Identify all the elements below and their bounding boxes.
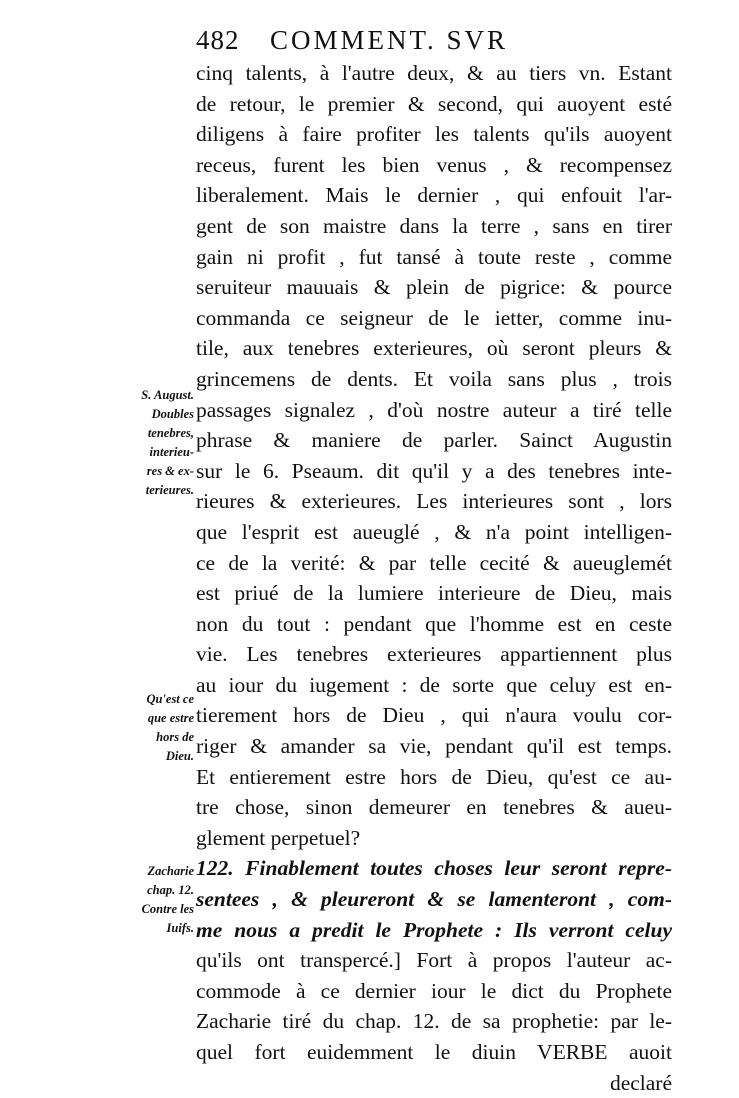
- margin-note-line: interieu-: [149, 445, 194, 459]
- text-line: tile, aux tenebres exterieures, où seront pleurs &: [196, 336, 672, 361]
- margin-note-line: Zacharie: [147, 864, 194, 878]
- margin-note-zacharie: [112, 862, 194, 938]
- text-line: non du tout : pendant que l'homme est en ceste: [196, 611, 672, 636]
- text-line: diligens à faire profiter les talents qu'ils auoyent: [196, 122, 672, 147]
- text-line-italic: me nous a predit le Prophete : Ils verront celuy: [196, 917, 672, 942]
- margin-note-line: Contre les: [141, 902, 194, 916]
- margin-note-line: res & ex-: [146, 464, 194, 478]
- text-line: passages signalez , d'où nostre auteur a tiré telle: [196, 397, 672, 422]
- text-line: cinq talents, à l'autre deux, & au tiers vn. Estant: [196, 61, 672, 85]
- text-line: glement perpetuel?: [196, 825, 361, 850]
- text-line: qu'ils ont transpercé.] Fort à propos l'auteur ac-: [196, 948, 672, 973]
- margin-note-hors-de-dieu: [112, 690, 194, 766]
- body-text: [196, 58, 672, 1098]
- text-line: commode à ce dernier iour le dict du Prophete: [196, 978, 672, 1003]
- margin-note-line: Iuifs.: [166, 921, 194, 935]
- margin-note-line: Doubles: [151, 407, 194, 421]
- text-line: Zacharie tiré du chap. 12. de sa prophetie: par le-: [196, 1009, 672, 1034]
- text-line: au iour du iugement : de sorte que celuy est en-: [196, 672, 672, 697]
- text-line: Et entierement estre hors de Dieu, qu'est ce au-: [196, 764, 672, 789]
- text-line: grincemens de dents. Et voila sans plus , trois: [196, 366, 672, 391]
- text-line: que l'esprit est aueuglé , & n'a point intelligen-: [196, 519, 672, 544]
- text-line: vie. Les tenebres exterieures appartiennent plus: [196, 642, 672, 667]
- text-line: phrase & maniere de parler. Sainct Augustin: [196, 428, 672, 453]
- page-header: [196, 22, 676, 58]
- margin-note-line: tenebres,: [147, 426, 194, 440]
- text-line: commanda ce seigneur de le ietter, comme inu-: [196, 305, 672, 330]
- text-line: riger & amander sa vie, pendant qu'il est temps.: [196, 734, 672, 759]
- text-line: quel fort euidemment le diuin VERBE auoit: [196, 1040, 672, 1064]
- margin-note-line: chap. 12.: [147, 883, 194, 897]
- page-number: 482: [196, 25, 240, 55]
- margin-note-line: S. August.: [141, 388, 194, 402]
- text-line: tre chose, sinon demeurer en tenebres & aueu-: [196, 795, 672, 820]
- margin-note-line: hors de: [156, 730, 194, 744]
- text-line: est priué de la lumiere interieure de Dieu, mais: [196, 581, 672, 606]
- text-line: rieures & exterieures. Les interieures sont , lors: [196, 489, 672, 514]
- catchword: declaré: [609, 1070, 672, 1095]
- text-line: ce de la verité: & par telle cecité & aueuglemét: [196, 550, 672, 575]
- margin-note-line: terieures.: [145, 483, 194, 497]
- text-line-italic: 122. Finablement toutes choses leur seront repre-: [196, 856, 672, 881]
- margin-note-line: Dieu.: [165, 749, 194, 763]
- text-line: seruiteur mauuais & plein de pigrice: & pource: [196, 275, 672, 300]
- text-line: receus, furent les bien venus , & recompensez: [196, 152, 672, 177]
- margin-note-line: Qu'est ce: [146, 692, 194, 706]
- text-line: liberalement. Mais le dernier , qui enfouit l'ar-: [196, 183, 672, 208]
- running-title: COMMENT. SVR: [270, 25, 509, 55]
- text-line-italic: sentees , & pleureront & se lamenteront , com-: [196, 887, 672, 912]
- text-line: de retour, le premier & second, qui auoyent esté: [196, 91, 672, 116]
- text-line: gent de son maistre dans la terre , sans en tirer: [196, 213, 672, 238]
- margin-note-augustin: [112, 386, 194, 500]
- text-line: gain ni profit , fut tansé à toute reste , comme: [196, 244, 672, 269]
- margin-note-line: que estre: [147, 711, 194, 725]
- text-line: sur le 6. Pseaum. dit qu'il y a des tenebres inte-: [196, 458, 672, 483]
- text-line: tierement hors de Dieu , qui n'aura voulu cor-: [196, 703, 672, 728]
